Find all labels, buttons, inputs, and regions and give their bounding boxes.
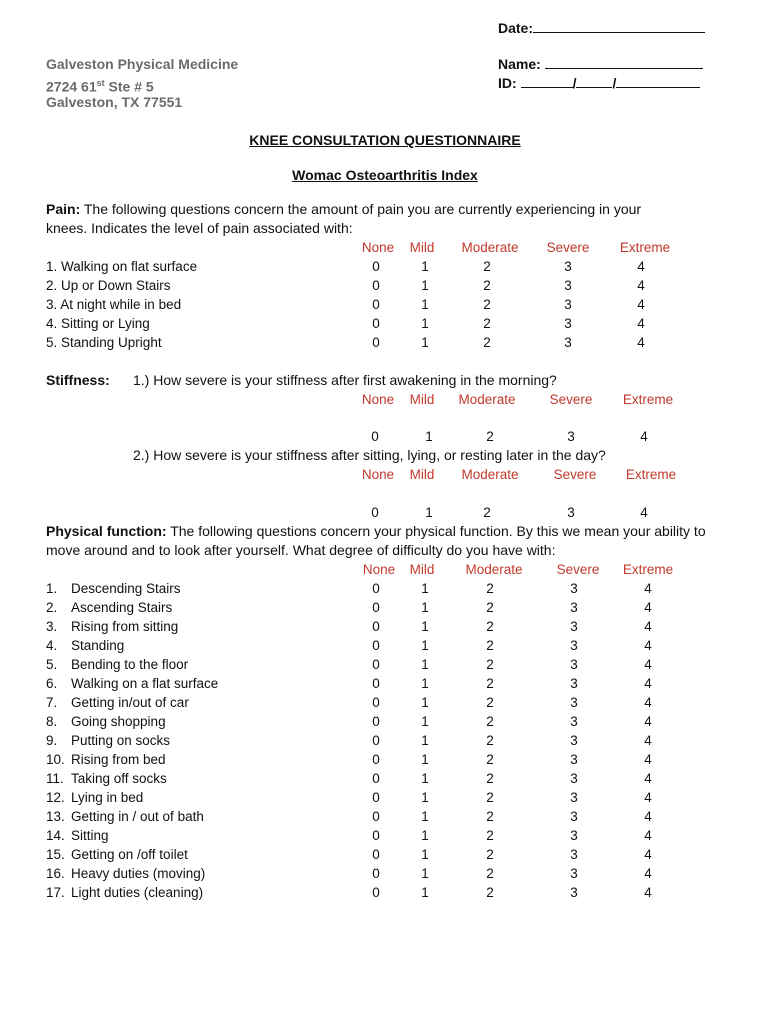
physical-item-number: 13. <box>46 809 65 824</box>
rating-2[interactable]: 2 <box>486 581 494 596</box>
rating-4[interactable]: 4 <box>637 335 645 350</box>
scale-extreme: Extreme <box>625 467 677 482</box>
rating-1[interactable]: 1 <box>421 600 429 615</box>
physical-item-number: 17. <box>46 885 65 900</box>
rating-3[interactable]: 3 <box>564 335 572 350</box>
rating-1[interactable]: 1 <box>421 619 429 634</box>
pain-item-row <box>0 314 770 333</box>
pain-item-row <box>0 333 770 352</box>
rating-1[interactable]: 1 <box>421 847 429 862</box>
pain-item-row <box>0 295 770 314</box>
physical-item-label: Getting in/out of car <box>71 695 189 710</box>
rating-2[interactable]: 2 <box>486 866 494 881</box>
rating-2[interactable]: 2 <box>486 619 494 634</box>
rating-3[interactable]: 3 <box>564 297 572 312</box>
rating-2[interactable]: 2 <box>483 335 491 350</box>
rating-0[interactable]: 0 <box>372 714 380 729</box>
stiffness-q2-values <box>0 503 770 522</box>
physical-item-number: 2. <box>46 600 58 615</box>
physical-item-label: Getting in / out of bath <box>71 809 204 824</box>
physical-item-label: Sitting <box>71 828 109 843</box>
rating-3[interactable]: 3 <box>570 581 578 596</box>
physical-item-row <box>0 579 770 598</box>
scale-severe: Severe <box>549 392 593 407</box>
rating-2[interactable]: 2 <box>486 676 494 691</box>
address-rest: Ste # 5 <box>104 78 154 95</box>
physical-item-row <box>0 807 770 826</box>
scale-mild: Mild <box>409 562 435 577</box>
physical-item-label: Heavy duties (moving) <box>71 866 206 881</box>
scale-none: None <box>361 392 395 407</box>
rating-1[interactable]: 1 <box>421 278 429 293</box>
rating-3[interactable]: 3 <box>570 790 578 805</box>
physical-item-label: Getting on /off toilet <box>71 847 188 862</box>
physical-item-number: 1. <box>46 581 58 596</box>
scale-none: None <box>361 467 395 482</box>
pain-item-label: 4. Sitting or Lying <box>46 316 150 331</box>
stiffness-question-1: 1.) How severe is your stiffness after first awakening in the morning? <box>133 372 557 388</box>
rating-0[interactable]: 0 <box>372 638 380 653</box>
date-label: Date: <box>498 20 534 36</box>
physical-item-number: 3. <box>46 619 58 634</box>
rating-4[interactable]: 4 <box>644 733 652 748</box>
pain-intro-line-2: knees. Indicates the level of pain associated with: <box>46 220 353 236</box>
physical-item-number: 15. <box>46 847 65 862</box>
physical-item-row <box>0 655 770 674</box>
rating-0[interactable]: 0 <box>372 866 380 881</box>
rating-3[interactable]: 3 <box>570 600 578 615</box>
scale-moderate: Moderate <box>461 467 519 482</box>
rating-2[interactable]: 2 <box>486 752 494 767</box>
rating-0[interactable]: 0 <box>372 790 380 805</box>
rating-0[interactable]: 0 <box>372 259 380 274</box>
rating-3[interactable]: 3 <box>570 695 578 710</box>
rating-4[interactable]: 4 <box>644 676 652 691</box>
rating-4[interactable]: 4 <box>640 429 648 444</box>
scale-moderate: Moderate <box>461 240 519 255</box>
pain-item-row <box>0 257 770 276</box>
pain-intro <box>46 200 641 219</box>
rating-1[interactable]: 1 <box>421 866 429 881</box>
rating-4[interactable]: 4 <box>644 695 652 710</box>
physical-item-label: Rising from sitting <box>71 619 179 634</box>
rating-4[interactable]: 4 <box>644 714 652 729</box>
rating-4[interactable]: 4 <box>644 657 652 672</box>
physical-item-number: 12. <box>46 790 65 805</box>
rating-2[interactable]: 2 <box>486 771 494 786</box>
rating-0[interactable]: 0 <box>372 278 380 293</box>
rating-1[interactable]: 1 <box>421 581 429 596</box>
physical-item-row <box>0 826 770 845</box>
rating-4[interactable]: 4 <box>644 752 652 767</box>
rating-3[interactable]: 3 <box>570 885 578 900</box>
rating-2[interactable]: 2 <box>486 885 494 900</box>
stiffness-q1-scale-header <box>0 390 770 409</box>
rating-2[interactable]: 2 <box>486 657 494 672</box>
rating-0[interactable]: 0 <box>372 316 380 331</box>
rating-4[interactable]: 4 <box>637 259 645 274</box>
rating-1[interactable]: 1 <box>421 714 429 729</box>
rating-4[interactable]: 4 <box>644 885 652 900</box>
physical-item-label: Taking off socks <box>71 771 167 786</box>
rating-1[interactable]: 1 <box>421 828 429 843</box>
id-blank-1[interactable] <box>521 75 573 88</box>
rating-0[interactable]: 0 <box>372 828 380 843</box>
physical-item-label: Descending Stairs <box>71 581 181 596</box>
physical-scale-header <box>0 560 770 579</box>
id-field[interactable] <box>498 74 700 93</box>
physical-item-row <box>0 598 770 617</box>
rating-1[interactable]: 1 <box>421 297 429 312</box>
rating-4[interactable]: 4 <box>644 638 652 653</box>
rating-3[interactable]: 3 <box>567 505 575 520</box>
page-subtitle: Womac Osteoarthritis Index <box>292 167 478 183</box>
date-blank[interactable] <box>533 20 705 33</box>
rating-3[interactable]: 3 <box>570 638 578 653</box>
pain-item-row <box>0 276 770 295</box>
rating-3[interactable]: 3 <box>564 278 572 293</box>
rating-1[interactable]: 1 <box>421 790 429 805</box>
rating-4[interactable]: 4 <box>644 581 652 596</box>
rating-2[interactable]: 2 <box>486 600 494 615</box>
physical-intro-line-2: move around and to look after yourself. What degree of difficulty do you have with: <box>46 542 556 558</box>
physical-item-row <box>0 712 770 731</box>
rating-4[interactable]: 4 <box>644 600 652 615</box>
rating-3[interactable]: 3 <box>570 733 578 748</box>
scale-none: None <box>361 240 395 255</box>
scale-extreme: Extreme <box>619 240 671 255</box>
rating-3[interactable]: 3 <box>570 771 578 786</box>
rating-2[interactable]: 2 <box>483 316 491 331</box>
clinic-city: Galveston, TX 77551 <box>46 94 183 110</box>
rating-3[interactable]: 3 <box>570 714 578 729</box>
physical-item-number: 14. <box>46 828 65 843</box>
rating-3[interactable]: 3 <box>570 619 578 634</box>
rating-0[interactable]: 0 <box>372 581 380 596</box>
physical-item-number: 9. <box>46 733 58 748</box>
physical-item-label: Light duties (cleaning) <box>71 885 204 900</box>
physical-item-number: 11. <box>46 771 64 786</box>
pain-label: Pain: <box>46 201 81 217</box>
physical-item-number: 4. <box>46 638 58 653</box>
scale-mild: Mild <box>409 392 435 407</box>
rating-0[interactable]: 0 <box>371 429 379 444</box>
rating-0[interactable]: 0 <box>371 505 379 520</box>
scale-extreme: Extreme <box>622 392 674 407</box>
rating-0[interactable]: 0 <box>372 657 380 672</box>
rating-2[interactable]: 2 <box>483 278 491 293</box>
rating-0[interactable]: 0 <box>372 297 380 312</box>
date-field[interactable] <box>498 19 705 38</box>
physical-item-number: 7. <box>46 695 58 710</box>
name-label: Name: <box>498 56 541 72</box>
physical-intro-line-1: The following questions concern your physical function. By this we mean your ability to <box>166 523 706 539</box>
scale-moderate: Moderate <box>458 392 516 407</box>
rating-2[interactable]: 2 <box>486 847 494 862</box>
rating-0[interactable]: 0 <box>372 600 380 615</box>
rating-1[interactable]: 1 <box>421 809 429 824</box>
physical-item-row <box>0 750 770 769</box>
physical-item-row <box>0 693 770 712</box>
rating-1[interactable]: 1 <box>425 505 433 520</box>
rating-4[interactable]: 4 <box>644 790 652 805</box>
physical-item-label: Going shopping <box>71 714 166 729</box>
stiffness-label: Stiffness: <box>46 372 110 388</box>
rating-1[interactable]: 1 <box>421 695 429 710</box>
physical-item-row <box>0 674 770 693</box>
scale-moderate: Moderate <box>465 562 523 577</box>
rating-3[interactable]: 3 <box>570 657 578 672</box>
physical-item-row <box>0 845 770 864</box>
pain-item-label: 3. At night while in bed <box>46 297 182 312</box>
rating-0[interactable]: 0 <box>372 695 380 710</box>
scale-severe: Severe <box>556 562 600 577</box>
physical-item-row <box>0 769 770 788</box>
rating-4[interactable]: 4 <box>637 297 645 312</box>
rating-3[interactable]: 3 <box>564 316 572 331</box>
rating-0[interactable]: 0 <box>372 885 380 900</box>
rating-4[interactable]: 4 <box>644 771 652 786</box>
rating-2[interactable]: 2 <box>486 638 494 653</box>
physical-item-number: 5. <box>46 657 58 672</box>
rating-1[interactable]: 1 <box>421 259 429 274</box>
rating-0[interactable]: 0 <box>372 335 380 350</box>
rating-1[interactable]: 1 <box>421 771 429 786</box>
stiffness-question-2: 2.) How severe is your stiffness after sitting, lying, or resting later in the day? <box>133 447 606 463</box>
id-blank-3[interactable] <box>616 75 700 88</box>
rating-3[interactable]: 3 <box>570 828 578 843</box>
id-separator-1: / <box>572 75 577 91</box>
physical-item-label: Rising from bed <box>71 752 166 767</box>
rating-1[interactable]: 1 <box>421 335 429 350</box>
scale-mild: Mild <box>409 467 435 482</box>
physical-item-label: Putting on socks <box>71 733 171 748</box>
rating-3[interactable]: 3 <box>570 809 578 824</box>
physical-intro <box>46 522 706 541</box>
rating-4[interactable]: 4 <box>644 809 652 824</box>
rating-4[interactable]: 4 <box>644 619 652 634</box>
rating-1[interactable]: 1 <box>421 885 429 900</box>
scale-extreme: Extreme <box>622 562 674 577</box>
physical-item-row <box>0 883 770 902</box>
rating-4[interactable]: 4 <box>640 505 648 520</box>
physical-item-number: 6. <box>46 676 58 691</box>
rating-0[interactable]: 0 <box>372 676 380 691</box>
physical-item-label: Ascending Stairs <box>71 600 173 615</box>
rating-2[interactable]: 2 <box>486 790 494 805</box>
name-field[interactable] <box>498 55 703 74</box>
rating-4[interactable]: 4 <box>644 847 652 862</box>
rating-2[interactable]: 2 <box>486 714 494 729</box>
rating-2[interactable]: 2 <box>483 297 491 312</box>
rating-0[interactable]: 0 <box>372 619 380 634</box>
rating-4[interactable]: 4 <box>644 828 652 843</box>
physical-item-label: Walking on a flat surface <box>71 676 219 691</box>
name-blank[interactable] <box>545 56 703 69</box>
rating-1[interactable]: 1 <box>421 752 429 767</box>
physical-item-number: 8. <box>46 714 58 729</box>
rating-4[interactable]: 4 <box>637 316 645 331</box>
physical-label: Physical function: <box>46 523 167 539</box>
rating-2[interactable]: 2 <box>486 695 494 710</box>
rating-2[interactable]: 2 <box>486 429 494 444</box>
physical-item-row <box>0 636 770 655</box>
stiffness-q2-scale-header <box>0 465 770 484</box>
scale-mild: Mild <box>409 240 435 255</box>
rating-2[interactable]: 2 <box>483 505 491 520</box>
rating-0[interactable]: 0 <box>372 752 380 767</box>
physical-item-label: Bending to the floor <box>71 657 189 672</box>
pain-intro-line-1: The following questions concern the amount of pain you are currently experiencing in your <box>80 201 642 217</box>
physical-item-row <box>0 617 770 636</box>
rating-2[interactable]: 2 <box>483 259 491 274</box>
rating-1[interactable]: 1 <box>421 676 429 691</box>
id-separator-2: / <box>612 75 617 91</box>
pain-item-label: 5. Standing Upright <box>46 335 162 350</box>
pain-scale-header <box>0 238 770 257</box>
scale-severe: Severe <box>546 240 590 255</box>
address-number: 2724 61 <box>46 78 97 95</box>
rating-1[interactable]: 1 <box>421 316 429 331</box>
rating-4[interactable]: 4 <box>637 278 645 293</box>
physical-item-row <box>0 864 770 883</box>
clinic-name: Galveston Physical Medicine <box>46 56 239 72</box>
rating-2[interactable]: 2 <box>486 733 494 748</box>
rating-1[interactable]: 1 <box>421 638 429 653</box>
rating-0[interactable]: 0 <box>372 847 380 862</box>
rating-3[interactable]: 3 <box>570 847 578 862</box>
stiffness-q1-values <box>0 427 770 446</box>
page-title: KNEE CONSULTATION QUESTIONNAIRE <box>249 132 521 148</box>
physical-item-row <box>0 731 770 750</box>
pain-item-label: 2. Up or Down Stairs <box>46 278 171 293</box>
rating-2[interactable]: 2 <box>486 828 494 843</box>
rating-1[interactable]: 1 <box>425 429 433 444</box>
physical-item-label: Standing <box>71 638 125 653</box>
rating-1[interactable]: 1 <box>421 733 429 748</box>
id-label: ID: <box>498 75 517 91</box>
rating-1[interactable]: 1 <box>421 657 429 672</box>
rating-0[interactable]: 0 <box>372 809 380 824</box>
rating-3[interactable]: 3 <box>570 676 578 691</box>
id-blank-2[interactable] <box>576 75 612 88</box>
rating-2[interactable]: 2 <box>486 809 494 824</box>
rating-3[interactable]: 3 <box>570 866 578 881</box>
rating-0[interactable]: 0 <box>372 771 380 786</box>
physical-item-row <box>0 788 770 807</box>
rating-4[interactable]: 4 <box>644 866 652 881</box>
physical-item-number: 10. <box>46 752 65 767</box>
physical-item-number: 16. <box>46 866 65 881</box>
physical-item-label: Lying in bed <box>71 790 144 805</box>
rating-3[interactable]: 3 <box>570 752 578 767</box>
rating-3[interactable]: 3 <box>564 259 572 274</box>
rating-3[interactable]: 3 <box>567 429 575 444</box>
address-suffix: st <box>96 78 105 88</box>
scale-severe: Severe <box>553 467 597 482</box>
rating-0[interactable]: 0 <box>372 733 380 748</box>
scale-none: None <box>362 562 396 577</box>
pain-item-label: 1. Walking on flat surface <box>46 259 198 274</box>
